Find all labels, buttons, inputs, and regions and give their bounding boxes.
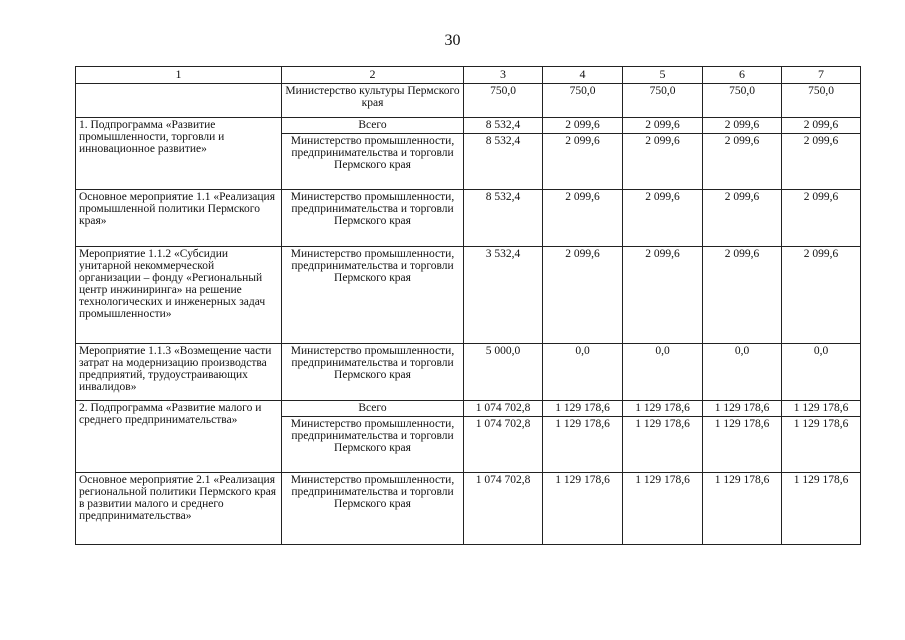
value-cell: 0,0 — [782, 344, 861, 401]
value-cell: 750,0 — [464, 84, 543, 118]
value-cell: 1 129 178,6 — [782, 417, 861, 473]
value-cell: 2 099,6 — [782, 190, 861, 247]
value-cell: 1 129 178,6 — [543, 417, 623, 473]
value-cell: 0,0 — [623, 344, 703, 401]
value-cell: 2 099,6 — [782, 247, 861, 344]
table-row — [76, 118, 861, 134]
table-row — [76, 401, 861, 417]
value-cell: 1 074 702,8 — [464, 473, 543, 545]
executor-cell: Всего — [282, 401, 464, 417]
table-row — [76, 473, 861, 545]
value-cell: 8 532,4 — [464, 134, 543, 190]
table-row — [76, 190, 861, 247]
value-cell: 2 099,6 — [543, 190, 623, 247]
value-cell: 1 129 178,6 — [543, 473, 623, 545]
executor-cell: Всего — [282, 118, 464, 134]
value-cell: 0,0 — [703, 344, 782, 401]
table-row — [76, 247, 861, 344]
row-name-cell: Мероприятие 1.1.3 «Возмещение части затрат на модернизацию производства предприятий, трудоустраивающих инвалидов» — [76, 344, 282, 401]
value-cell: 2 099,6 — [623, 247, 703, 344]
value-cell: 1 129 178,6 — [623, 417, 703, 473]
executor-cell: Министерство промышленности, предпринимательства и торговли Пермского края — [282, 344, 464, 401]
value-cell: 2 099,6 — [703, 190, 782, 247]
value-cell: 1 129 178,6 — [623, 401, 703, 417]
value-cell: 1 129 178,6 — [543, 401, 623, 417]
value-cell: 1 074 702,8 — [464, 401, 543, 417]
executor-cell: Министерство культуры Пермского края — [282, 84, 464, 118]
executor-cell: Министерство промышленности, предпринимательства и торговли Пермского края — [282, 247, 464, 344]
value-cell: 2 099,6 — [623, 134, 703, 190]
value-cell: 750,0 — [623, 84, 703, 118]
executor-cell: Министерство промышленности, предпринимательства и торговли Пермского края — [282, 417, 464, 473]
value-cell: 2 099,6 — [623, 190, 703, 247]
value-cell: 2 099,6 — [703, 118, 782, 134]
value-cell: 2 099,6 — [543, 247, 623, 344]
value-cell: 1 129 178,6 — [703, 417, 782, 473]
value-cell: 1 129 178,6 — [703, 473, 782, 545]
value-cell: 0,0 — [543, 344, 623, 401]
value-cell: 2 099,6 — [543, 118, 623, 134]
value-cell: 1 129 178,6 — [703, 401, 782, 417]
value-cell: 5 000,0 — [464, 344, 543, 401]
value-cell: 2 099,6 — [543, 134, 623, 190]
value-cell: 2 099,6 — [623, 118, 703, 134]
table-row — [76, 84, 861, 118]
value-cell: 8 532,4 — [464, 190, 543, 247]
row-name-empty — [76, 84, 282, 118]
value-cell: 2 099,6 — [782, 118, 861, 134]
column-header: 7 — [782, 67, 861, 84]
budget-table — [75, 66, 861, 545]
value-cell: 3 532,4 — [464, 247, 543, 344]
page-number: 30 — [444, 32, 461, 49]
value-cell: 750,0 — [782, 84, 861, 118]
row-name-cell: Основное мероприятие 2.1 «Реализация региональной политики Пермского края в развитии малого и среднего предпринимательства» — [76, 473, 282, 545]
value-cell: 750,0 — [543, 84, 623, 118]
column-header: 2 — [282, 67, 464, 84]
column-header: 1 — [76, 67, 282, 84]
value-cell: 750,0 — [703, 84, 782, 118]
row-name-cell: Основное мероприятие 1.1 «Реализация промышленной политики Пермского края» — [76, 190, 282, 247]
value-cell: 1 074 702,8 — [464, 417, 543, 473]
row-name-cell: 1. Подпрограмма «Развитие промышленности, торговли и инновационное развитие» — [76, 118, 282, 190]
column-header: 3 — [464, 67, 543, 84]
row-name-cell: 2. Подпрограмма «Развитие малого и среднего предпринимательства» — [76, 401, 282, 473]
column-header: 6 — [703, 67, 782, 84]
value-cell: 8 532,4 — [464, 118, 543, 134]
executor-cell: Министерство промышленности, предпринимательства и торговли Пермского края — [282, 190, 464, 247]
table-row — [76, 344, 861, 401]
row-name-cell: Мероприятие 1.1.2 «Субсидии унитарной некоммерческой организации – фонду «Региональный центр инжиниринга» на решение технологических и инженерных задач промышленности» — [76, 247, 282, 344]
executor-cell: Министерство промышленности, предпринимательства и торговли Пермского края — [282, 134, 464, 190]
executor-cell: Министерство промышленности, предпринимательства и торговли Пермского края — [282, 473, 464, 545]
column-header: 4 — [543, 67, 623, 84]
column-header: 5 — [623, 67, 703, 84]
table-header-row — [76, 67, 861, 84]
value-cell: 2 099,6 — [703, 134, 782, 190]
value-cell: 2 099,6 — [703, 247, 782, 344]
value-cell: 1 129 178,6 — [782, 473, 861, 545]
value-cell: 2 099,6 — [782, 134, 861, 190]
value-cell: 1 129 178,6 — [782, 401, 861, 417]
value-cell: 1 129 178,6 — [623, 473, 703, 545]
